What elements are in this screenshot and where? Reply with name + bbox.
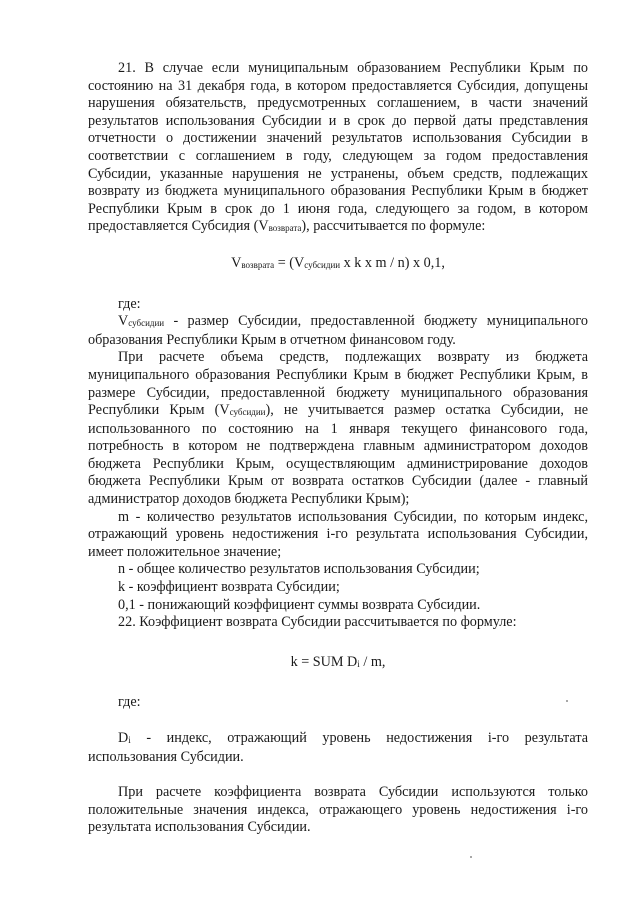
formula-vs-subscript: субсидии <box>304 259 341 270</box>
formula-return-volume <box>88 255 588 274</box>
formula-k-left: k = SUM D <box>290 653 358 670</box>
paragraph-21-text-end: ), рассчитывается по формуле: <box>301 218 486 235</box>
scan-speck <box>566 700 568 702</box>
calc-note-text: При расчете объема средств, подлежащих возврату из бюджета муниципального образования Республики Крым в бюджет Республики Крым, в размере Субсидии, предоставленной бюджету муниципального образования Республики Крым (V <box>88 349 588 419</box>
def-v-text: - размер Субсидии, предоставленной бюджету муниципального образования Республики Крым в отчетном финансовом году. <box>88 313 588 348</box>
def-v: V <box>118 313 129 330</box>
v-return-subscript: возврата <box>268 223 302 234</box>
where-label-2: где: <box>118 694 141 711</box>
formula-k-subscript: i <box>357 658 360 669</box>
calc-note-subscript: субсидии <box>229 407 266 418</box>
definition-k: k - коэффициент возврата Субсидии; <box>118 579 340 596</box>
formula-v-subscript: возврата <box>241 259 275 270</box>
formula-eq: = (V <box>274 254 305 271</box>
formula-k-right: / m, <box>359 653 386 670</box>
formula-rest: x k x m / n) x 0,1, <box>340 254 445 271</box>
definition-m: m - количество результатов использования Субсидии, по которым индекс, отражающий уровень недостижения i-го результата использования Субсидии, имеет положительное значение; <box>88 508 588 560</box>
document-page <box>88 60 588 837</box>
calculation-note <box>88 349 588 508</box>
definition-0-1: 0,1 - понижающий коэффициент суммы возврата Субсидии. <box>118 596 481 613</box>
scan-speck <box>470 856 472 858</box>
final-note: При расчете коэффициента возврата Субсидии используются только положительные значения индекса, отражающего уровень недостижения i-го результата использования Субсидии. <box>88 784 588 836</box>
where-label-1: где: <box>118 295 141 312</box>
formula-v: V <box>231 254 242 271</box>
paragraph-22: 22. Коэффициент возврата Субсидии рассчитывается по формуле: <box>118 614 517 631</box>
paragraph-21 <box>88 60 588 237</box>
definition-di <box>88 730 588 766</box>
definition-n: n - общее количество результатов использования Субсидии; <box>118 561 480 578</box>
definition-v-subsidy <box>88 313 588 349</box>
formula-k <box>88 654 588 673</box>
calc-note-text-end: ), не учитывается размер остатка Субсидии, не использованного по состоянию на 1 января текущего финансового года, потребность в котором не подтверждена главным администратором доходов бюджета Республики Крым, осуществляющим администрирование доходов бюджета Республики Крым от возврата остатков Субсидии (далее - главный администратор доходов бюджета Республики Крым); <box>88 402 588 508</box>
def-v-subscript: субсидии <box>128 318 165 329</box>
def-d-text: - индекс, отражающий уровень недостижения i-го результата использования Субсидии. <box>88 730 588 765</box>
def-d: D <box>118 730 129 746</box>
def-d-subscript: i <box>128 735 131 745</box>
paragraph-21-text: 21. В случае если муниципальным образованием Республики Крым по состоянию на 31 декабря года, в котором предоставляется Субсидия, допущены нарушения обязательств, предусмотренных соглашением, в части значений результатов использования Субсидии и в срок до первой даты представления отчетности о достижении значений результатов использования Субсидии в соответствии с соглашением в году, следующем за годом предоставления Субсидии, указанные нарушения не устранены, объем средств, подлежащих возврату из бюджета муниципального образования Республики Крым в бюджет Республики Крым в срок до 1 июня года, следующего за годом, в котором предоставляется Субсидия (V <box>88 60 588 235</box>
